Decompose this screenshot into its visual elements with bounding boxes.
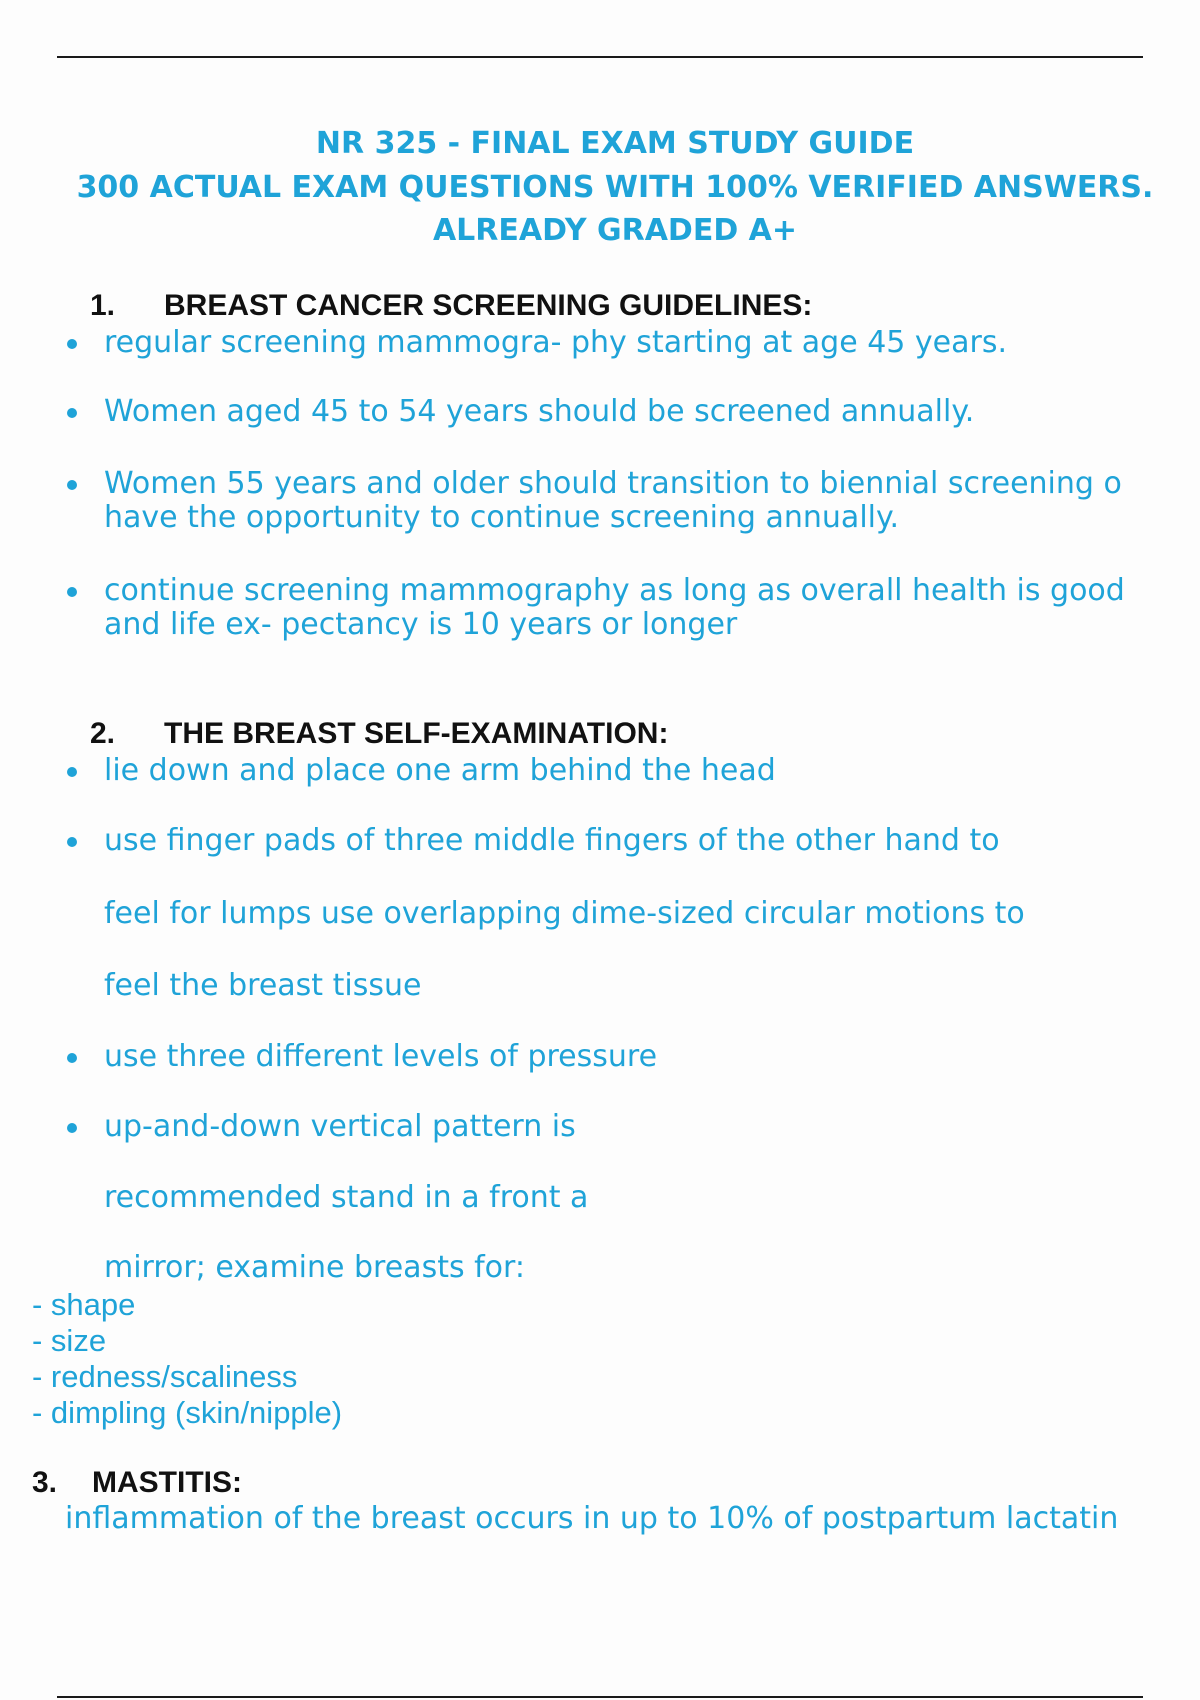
list-item-continuation: feel for lumps use overlapping dime-sized circular motions to [104, 896, 1025, 931]
bullet-icon [67, 837, 77, 847]
document-subtitle: 300 ACTUAL EXAM QUESTIONS WITH 100% VERIFIED ANSWERS. [76, 170, 1154, 205]
section-title: BREAST CANCER SCREENING GUIDELINES: [164, 289, 813, 322]
list-item-continuation: feel the breast tissue [104, 968, 422, 1003]
section-2-heading [90, 716, 668, 752]
section-1-heading [90, 288, 812, 324]
dash-item: - size [32, 1323, 107, 1358]
section-number: 2. [90, 717, 116, 750]
list-item: Women 55 years and older should transition to biennial screening o [104, 466, 1122, 501]
document-grade-line: ALREADY GRADED A+ [432, 213, 798, 248]
dash-item: - shape [32, 1287, 136, 1322]
dash-item: - redness/scaliness [32, 1359, 298, 1394]
list-item: use finger pads of three middle fingers of the other hand to [104, 823, 1000, 858]
bullet-icon [67, 1123, 77, 1133]
bullet-icon [67, 480, 77, 490]
section-title: THE BREAST SELF-EXAMINATION: [164, 717, 669, 750]
list-item: up-and-down vertical pattern is [104, 1109, 576, 1144]
bullet-icon [67, 1053, 77, 1063]
bullet-icon [67, 767, 77, 777]
section-number: 1. [90, 289, 116, 322]
list-item-continuation: and life ex- pectancy is 10 years or longer [104, 607, 738, 642]
list-item: Women aged 45 to 54 years should be screened annually. [104, 394, 975, 429]
bottom-rule [57, 1696, 1143, 1698]
section-number: 3. [32, 1466, 58, 1499]
document-title: NR 325 - FINAL EXAM STUDY GUIDE [315, 126, 915, 161]
top-rule [57, 56, 1143, 58]
list-item-continuation: have the opportunity to continue screening annually. [104, 500, 899, 535]
bullet-icon [67, 587, 77, 597]
section-title: MASTITIS: [92, 1466, 242, 1499]
list-item-continuation: mirror; examine breasts for: [104, 1250, 525, 1285]
section-3-heading [32, 1465, 242, 1501]
bullet-icon [67, 408, 77, 418]
bullet-icon [67, 339, 77, 349]
list-item: lie down and place one arm behind the head [104, 753, 776, 788]
dash-item: - dimpling (skin/nipple) [32, 1395, 343, 1430]
list-item: use three different levels of pressure [104, 1039, 658, 1074]
list-item-continuation: recommended stand in a front a [104, 1180, 589, 1215]
section-body-text: inflammation of the breast occurs in up to 10% of postpartum lactatin [65, 1501, 1119, 1536]
list-item: regular screening mammogra- phy starting at age 45 years. [104, 325, 1008, 360]
list-item: continue screening mammography as long as overall health is good [104, 573, 1125, 608]
